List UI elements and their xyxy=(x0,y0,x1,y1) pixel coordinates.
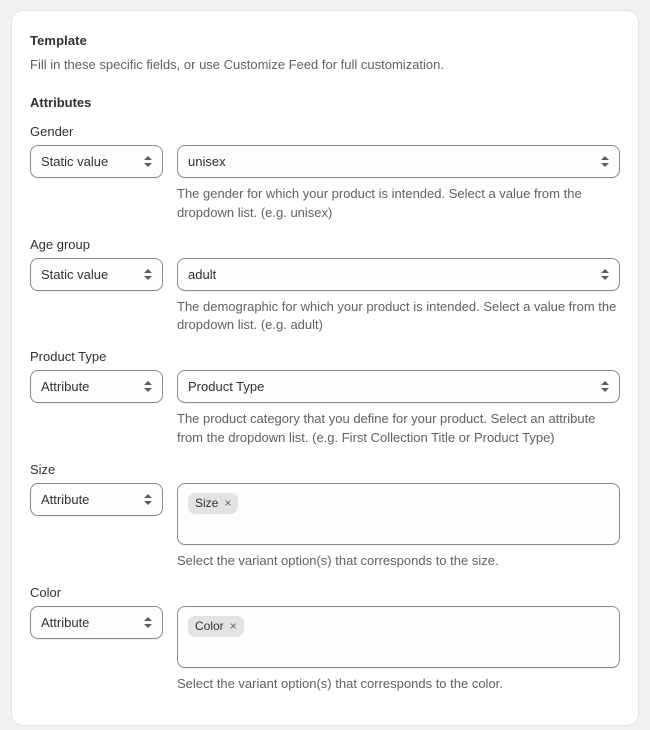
color-mode-value: Attribute xyxy=(41,614,90,630)
field-help-age-group: The demographic for which your product is intended. Select a value from the dropdown list. (e.g. adult) xyxy=(177,298,617,333)
tag-size[interactable] xyxy=(188,493,238,514)
product-type-value: Product Type xyxy=(188,379,265,395)
tag-label: Size xyxy=(195,496,219,511)
field-gender xyxy=(30,124,620,223)
chevron-updown-icon xyxy=(143,379,153,395)
tag-label: Color xyxy=(195,619,224,634)
gender-value: unisex xyxy=(188,153,226,169)
product-type-mode-select[interactable] xyxy=(30,370,163,403)
chevron-updown-icon xyxy=(143,266,153,282)
gender-mode-select[interactable] xyxy=(30,145,163,178)
close-icon[interactable]: × xyxy=(229,619,237,634)
field-row-gender xyxy=(30,145,620,178)
field-label-age-group: Age group xyxy=(30,236,90,252)
field-row-product-type xyxy=(30,370,620,403)
size-mode-select[interactable] xyxy=(30,483,163,516)
chevron-updown-icon xyxy=(600,153,610,169)
age-group-value-select[interactable] xyxy=(177,258,620,291)
age-group-mode-value: Static value xyxy=(41,266,109,282)
field-help-color: Select the variant option(s) that corresponds to the color. xyxy=(177,675,503,691)
age-group-value: adult xyxy=(188,266,217,282)
chevron-updown-icon xyxy=(600,266,610,282)
field-row-color xyxy=(30,606,620,668)
size-mode-value: Attribute xyxy=(41,491,90,507)
attributes-section-title: Attributes xyxy=(30,94,92,110)
field-help-product-type: The product category that you define for your product. Select an attribute from the dropdown list. (e.g. First Collection Title or Product Type) xyxy=(177,411,596,446)
color-mode-select[interactable] xyxy=(30,606,163,639)
product-type-value-select[interactable] xyxy=(177,370,620,403)
chevron-updown-icon xyxy=(143,491,153,507)
field-color xyxy=(30,585,620,694)
field-row-size xyxy=(30,483,620,545)
card-title: Template xyxy=(30,33,87,48)
field-label-gender: Gender xyxy=(30,123,74,139)
field-age-group xyxy=(30,237,620,336)
product-type-mode-value: Attribute xyxy=(41,379,90,395)
field-help-size: Select the variant option(s) that corresponds to the size. xyxy=(177,552,499,568)
field-label-size: Size xyxy=(30,461,56,477)
color-tag-input[interactable] xyxy=(177,606,620,668)
card-subtitle: Fill in these specific fields, or use Customize Feed for full customization. xyxy=(30,57,445,72)
age-group-mode-select[interactable] xyxy=(30,258,163,291)
close-icon[interactable]: × xyxy=(224,496,232,511)
chevron-updown-icon xyxy=(143,614,153,630)
size-tag-input[interactable] xyxy=(177,483,620,545)
chevron-updown-icon xyxy=(143,153,153,169)
tag-color[interactable] xyxy=(188,616,244,637)
field-size xyxy=(30,462,620,571)
gender-value-select[interactable] xyxy=(177,145,620,178)
field-label-color: Color xyxy=(30,584,62,600)
field-row-age-group xyxy=(30,258,620,291)
field-help-gender: The gender for which your product is intended. Select a value from the dropdown list. (e.g. unisex) xyxy=(177,185,582,220)
field-label-product-type: Product Type xyxy=(30,349,107,365)
field-product-type xyxy=(30,349,620,448)
chevron-updown-icon xyxy=(600,379,610,395)
template-card xyxy=(11,10,639,726)
gender-mode-value: Static value xyxy=(41,153,109,169)
